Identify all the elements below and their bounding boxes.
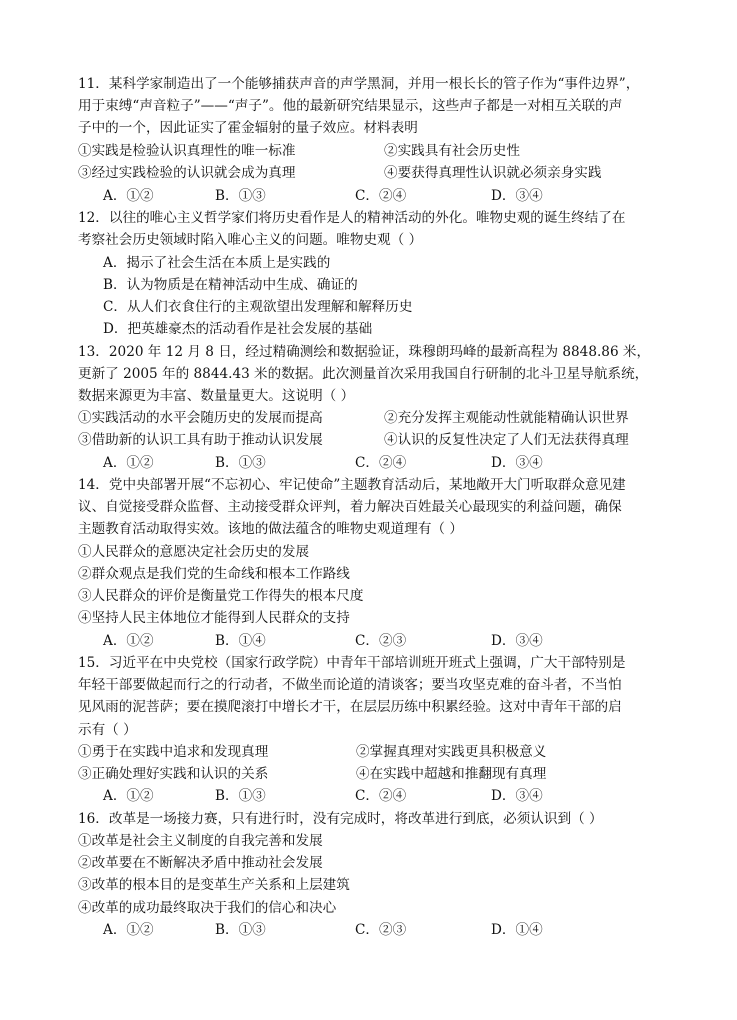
q12-option-d[interactable]: D．把英雄豪杰的活动看作是社会发展的基础 (103, 321, 373, 337)
q12-option-b[interactable]: B．认为物质是在精神活动中生成、确证的 (103, 277, 358, 293)
q15-stem-line-1: 15．习近平在中央党校（国家行政学院）中青年干部培训班开班式上强调，广大干部特别是 (78, 655, 626, 671)
q11-option-d[interactable]: D．③④ (491, 188, 543, 204)
q14-stem-line-3: 主题教育活动取得实效。该地的做法蕴含的唯物史观道理有（ ） (78, 521, 463, 537)
q13-stem-line-3: 数据来源更为丰富、数量量更大。这说明（ ） (78, 388, 355, 404)
q13-statements-row-2 (78, 431, 678, 449)
q15-statement-1: ①勇于在实践中追求和发现真理 (78, 744, 269, 760)
q14-statement-3: ③人民群众的评价是衡量党工作得失的根本尺度 (78, 588, 364, 604)
q12-option-a[interactable]: A．揭示了社会生活在本质上是实践的 (103, 255, 331, 271)
q16-option-a[interactable]: A．①② (103, 922, 154, 938)
q13-option-c[interactable]: C．②④ (355, 455, 407, 471)
q15-stem-line-3: 见风雨的泥菩萨；要在摸爬滚打中增长才干，在层层历练中积累经验。这对中青年干部的启 (78, 699, 622, 715)
q11-statement-2: ②实践具有社会历史性 (384, 143, 520, 159)
q13-statement-3: ③借助新的认识工具有助于推动认识发展 (78, 432, 323, 448)
q12-option-c[interactable]: C．从人们衣食住行的主观欲望出发理解和解释历史 (103, 299, 413, 315)
q16-statement-3: ③改革的根本目的是变革生产关系和上层建筑 (78, 877, 350, 893)
q11-option-b[interactable]: B．①③ (215, 188, 266, 204)
q14-statement-1: ①人民群众的意愿决定社会历史的发展 (78, 544, 310, 560)
q15-stem-line-2: 年轻干部要做起而行之的行动者，不做坐而论道的清谈客；要当攻坚克难的奋斗者，不当怕 (78, 677, 622, 693)
q15-statements-row-1 (78, 743, 678, 761)
q11-stem-line-1: 11．某科学家制造出了一个能够捕获声音的声学黑洞，并用一根长长的管子作为“事件边界”， (78, 76, 640, 92)
q13-statement-4: ④认识的反复性决定了人们无法获得真理 (384, 432, 629, 448)
q16-statement-1: ①改革是社会主义制度的自我完善和发展 (78, 833, 323, 849)
q14-statement-4: ④坚持人民主体地位才能得到人民群众的支持 (78, 610, 350, 626)
q12-stem-line-1: 12．以往的唯心主义哲学家们将历史看作是人的精神活动的外化。唯物史观的诞生终结了在 (78, 210, 626, 226)
q16-option-b[interactable]: B．①③ (215, 922, 266, 938)
q14-option-c[interactable]: C．②③ (355, 633, 407, 649)
q11-statements-row-2 (78, 164, 678, 182)
q15-statement-3: ③正确处理好实践和认识的关系 (78, 766, 269, 782)
q11-statement-3: ③经过实践检验的认识就会成为真理 (78, 165, 296, 181)
q11-stem-line-3: 子中的一个，因此证实了霍金辐射的量子效应。材料表明 (78, 120, 418, 136)
q13-stem-line-2: 更新了 2005 年的 8844.43 米的数据。此次测量首次采用我国自行研制的北斗卫星导航系统， (78, 366, 649, 382)
q16-option-c[interactable]: C．②③ (355, 922, 407, 938)
q14-option-b[interactable]: B．①④ (215, 633, 266, 649)
q16-option-d[interactable]: D．①④ (491, 922, 543, 938)
q12-stem-line-2: 考察社会历史领域时陷入唯心主义的问题。唯物史观（ ） (78, 232, 423, 248)
q15-statement-2: ②掌握真理对实践更具积极意义 (356, 744, 547, 760)
q16-statement-4: ④改革的成功最终取决于我们的信心和决心 (78, 900, 337, 916)
q15-statements-row-2 (78, 765, 678, 783)
q11-statement-4: ④要获得真理性认识就必须亲身实践 (384, 165, 602, 181)
q14-option-d[interactable]: D．③④ (491, 633, 543, 649)
q11-stem-line-2: 用于束缚“声音粒子”——“声子”。他的最新研究结果显示，这些声子都是一对相互关联的声 (78, 98, 623, 114)
q13-statement-1: ①实践活动的水平会随历史的发展而提高 (78, 410, 323, 426)
q11-statements-row-1 (78, 142, 678, 160)
q13-statement-2: ②充分发挥主观能动性就能精确认识世界 (384, 410, 629, 426)
q15-option-c[interactable]: C．②④ (355, 788, 407, 804)
q15-option-a[interactable]: A．①② (103, 788, 154, 804)
q14-stem-line-1: 14．党中央部署开展“不忘初心、牢记使命”主题教育活动后，某地敞开大门听取群众意见建 (78, 477, 626, 493)
q15-option-d[interactable]: D．③④ (491, 788, 543, 804)
q15-statement-4: ④在实践中超越和推翻现有真理 (356, 766, 547, 782)
q11-statement-1: ①实践是检验认识真理性的唯一标准 (78, 143, 296, 159)
q13-option-a[interactable]: A．①② (103, 455, 154, 471)
q14-option-a[interactable]: A．①② (103, 633, 154, 649)
q13-option-d[interactable]: D．③④ (491, 455, 543, 471)
q13-stem-line-1: 13．2020 年 12 月 8 日，经过精确测绘和数据验证，珠穆朗玛峰的最新高程为 8848.86 米， (78, 344, 651, 360)
q15-stem-line-4: 示有（ ） (78, 722, 137, 738)
q14-stem-line-2: 议、自觉接受群众监督、主动接受群众评判，着力解决百姓最关心最现实的利益问题，确保 (78, 499, 622, 515)
q16-statement-2: ②改革要在不断解决矛盾中推动社会发展 (78, 855, 323, 871)
q15-option-b[interactable]: B．①③ (215, 788, 266, 804)
q11-option-c[interactable]: C．②④ (355, 188, 407, 204)
q16-stem-line-1: 16．改革是一场接力赛，只有进行时，没有完成时，将改革进行到底，必须认识到（ ） (78, 811, 603, 827)
q14-statement-2: ②群众观点是我们党的生命线和根本工作路线 (78, 566, 350, 582)
q13-option-b[interactable]: B．①③ (215, 455, 266, 471)
q11-option-a[interactable]: A．①② (103, 188, 154, 204)
q13-statements-row-1 (78, 409, 678, 427)
